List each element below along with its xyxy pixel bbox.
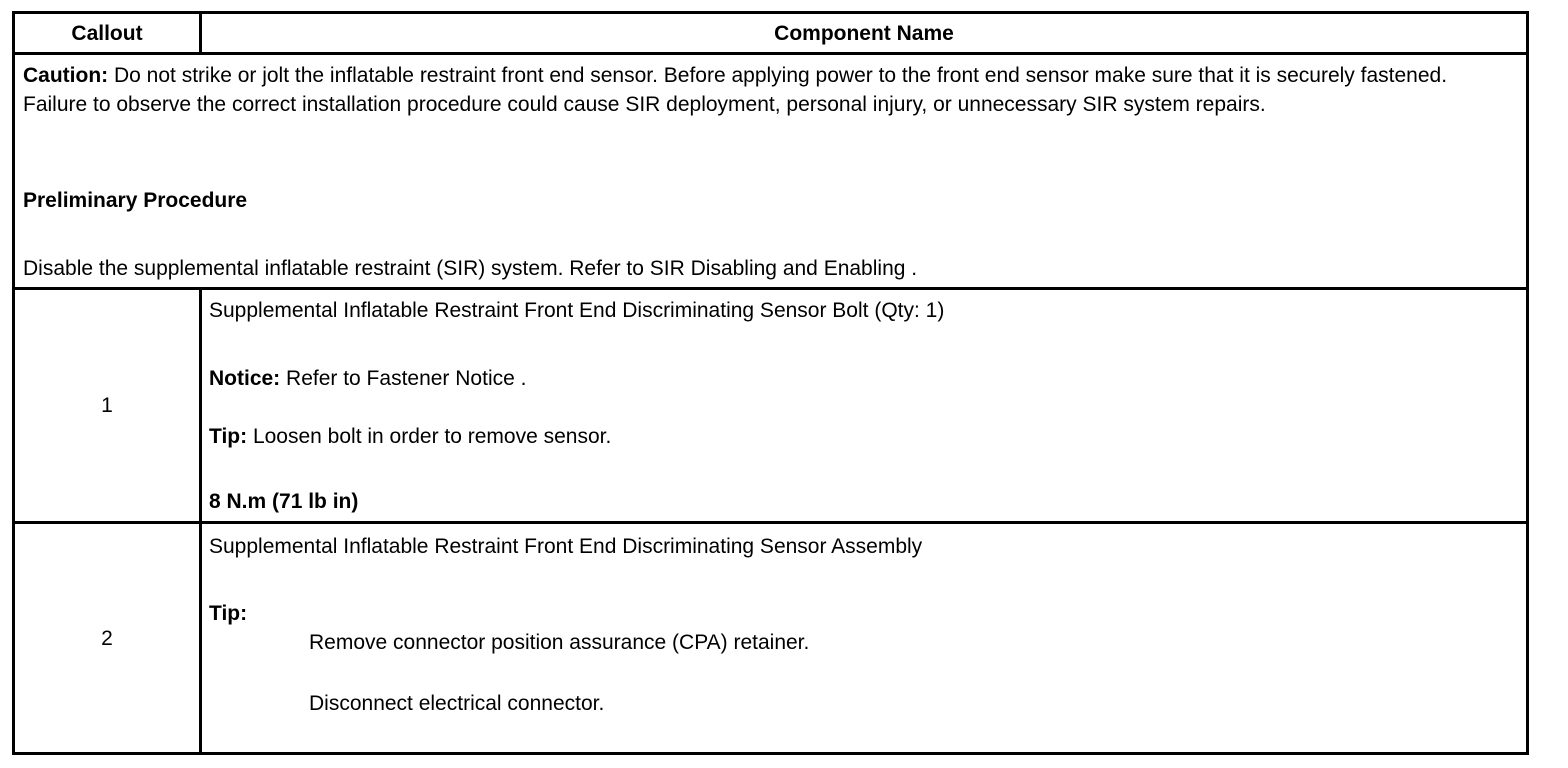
tip-step: Remove connector position assurance (CPA) retainer. [309, 631, 810, 654]
caution-paragraph [23, 61, 1506, 119]
tip-label: Tip: [209, 425, 248, 448]
tip-line [209, 422, 611, 451]
preliminary-heading: Preliminary Procedure [23, 189, 248, 212]
component-cell [202, 524, 1526, 752]
header-callout-label: Callout [71, 21, 143, 45]
notice-text: Refer to Fastener Notice . [280, 367, 527, 390]
torque-spec: 8 N.m (71 lb in) [209, 490, 359, 513]
table-row [15, 290, 1526, 524]
caution-text: Do not strike or jolt the inflatable restraint front end sensor. Before applying power to the front end sensor make sure that it is securely fastened. Failure to observe the correct installation procedure could cause SIR deployment, personal injury, or unnecessary SIR system repairs. [23, 64, 1448, 116]
caution-label: Caution: [23, 64, 109, 87]
component-name: Supplemental Inflatable Restraint Front End Discriminating Sensor Assembly [209, 535, 923, 558]
preliminary-text: Disable the supplemental inflatable restraint (SIR) system. Refer to SIR Disabling and Enabling . [23, 257, 918, 280]
notice-label: Notice: [209, 367, 281, 390]
tip-text: Loosen bolt in order to remove sensor. [247, 425, 612, 448]
table-header-row [15, 14, 1526, 55]
callout-number: 1 [101, 394, 113, 417]
component-cell [202, 290, 1526, 521]
header-component-name-label: Component Name [774, 21, 954, 45]
component-name: Supplemental Inflatable Restraint Front End Discriminating Sensor Bolt (Qty: 1) [209, 299, 945, 322]
header-component-name [202, 14, 1526, 52]
callout-cell [15, 290, 202, 521]
callout-cell [15, 524, 202, 752]
notice-line [209, 364, 526, 393]
procedure-table [12, 11, 1529, 755]
intro-row [15, 55, 1526, 290]
callout-number: 2 [101, 626, 113, 650]
table-row [15, 524, 1526, 752]
tip-label: Tip: [209, 602, 248, 625]
tip-step: Disconnect electrical connector. [309, 692, 605, 715]
header-callout [15, 14, 202, 52]
